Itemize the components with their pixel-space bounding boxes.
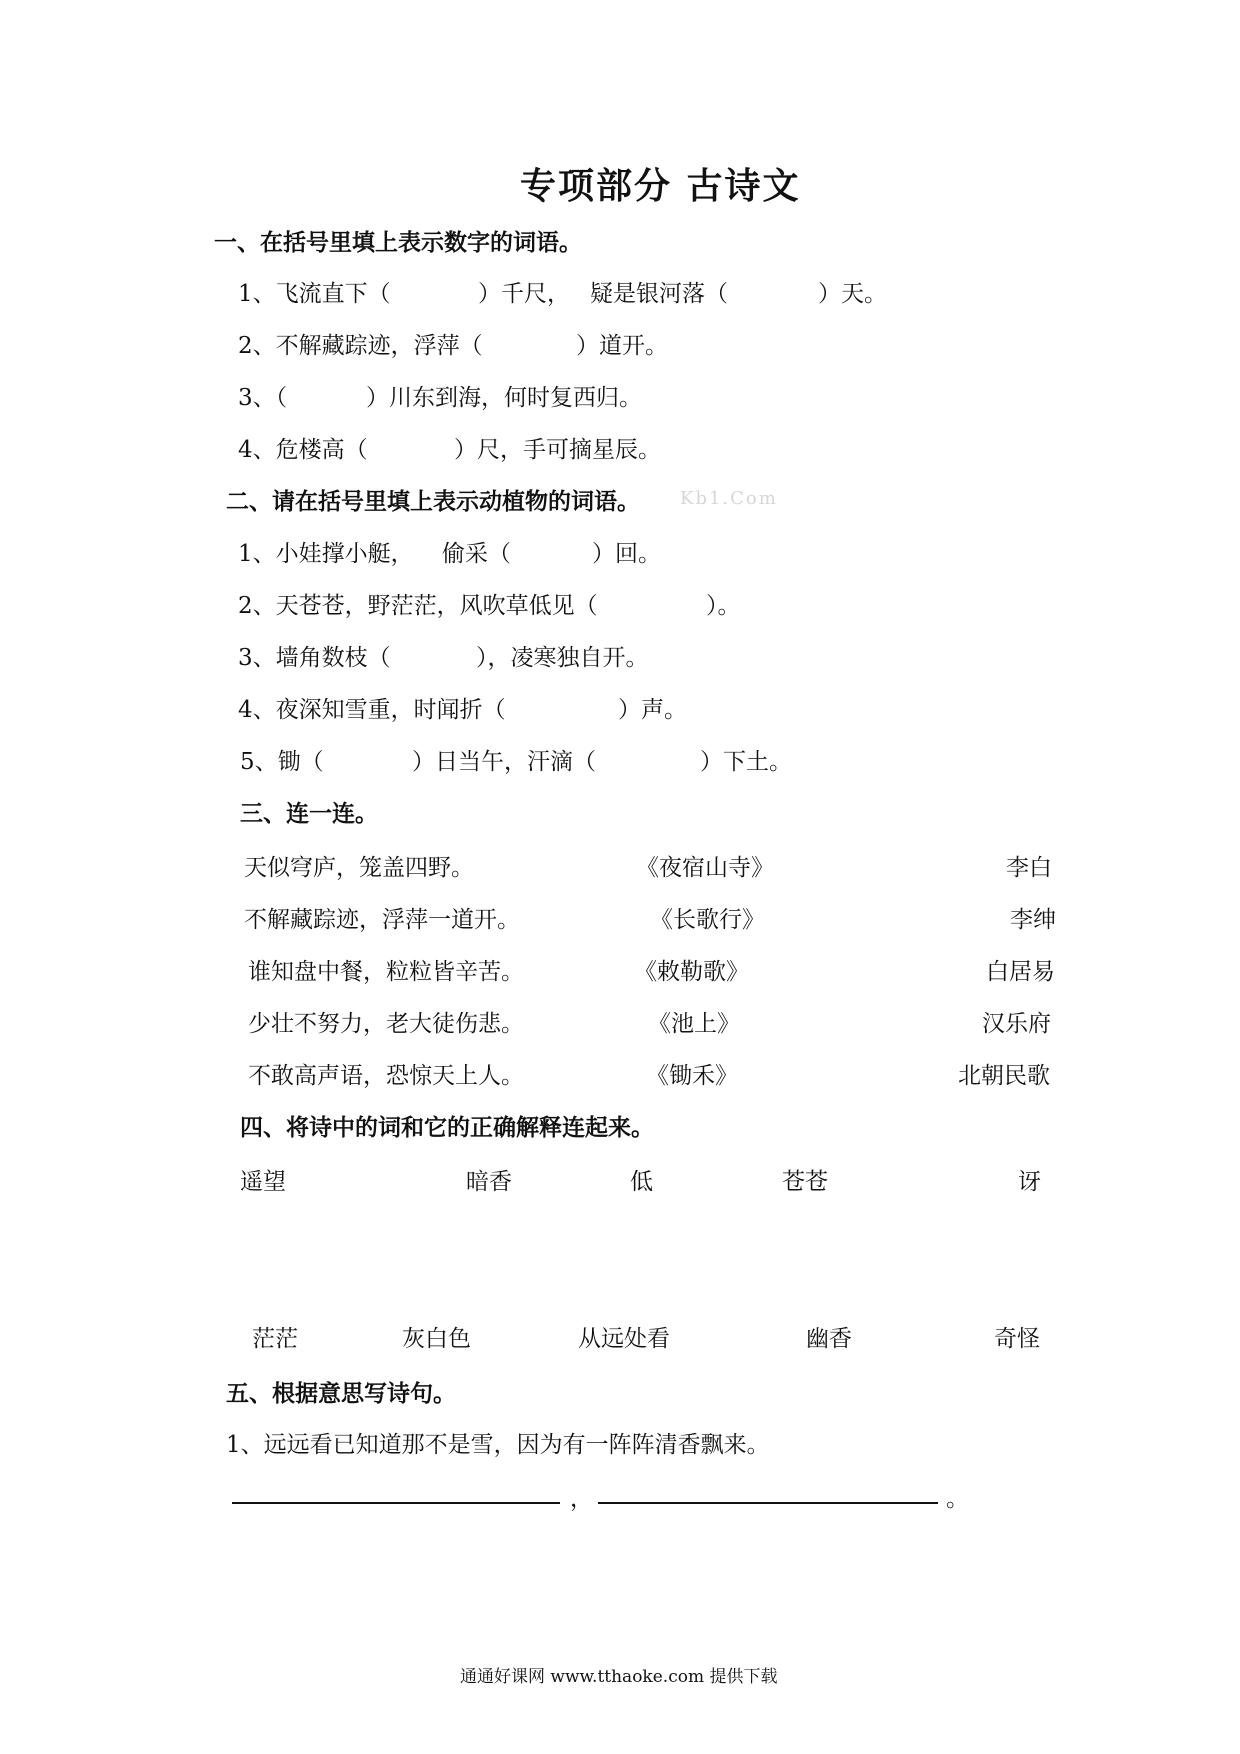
s2-item-2-part-1: 2、天苍苍，野茫茫，风吹草低见（ (238, 593, 598, 619)
s3-poem-5: 《锄禾》 (646, 1063, 738, 1089)
s4-meaning-4: 幽香 (806, 1326, 852, 1352)
s4-word-5: 讶 (1018, 1169, 1041, 1195)
s1-item-3-part-2: ）川东到海，何时复西归。 (366, 385, 642, 411)
s4-meaning-5: 奇怪 (994, 1326, 1040, 1352)
s2-item-3-part-1: 3、墙角数枝（ (238, 645, 391, 671)
s2-item-1-part-3: ）回。 (592, 541, 661, 567)
s1-item-2-part-2: ）道开。 (576, 333, 668, 359)
section-1-heading: 一、在括号里填上表示数字的词语。 (214, 229, 582, 256)
s4-word-1: 遥望 (240, 1169, 286, 1195)
section-4-heading: 四、将诗中的词和它的正确解释连起来。 (240, 1114, 654, 1141)
s1-item-1-part-3: 疑是银河落（ (590, 281, 728, 307)
s3-line-5: 不敢高声语，恐惊天上人。 (248, 1063, 524, 1089)
s5-item-1: 1、远远看已知道那不是雪，因为有一阵阵清香飘来。 (226, 1432, 770, 1458)
answer-blank-1[interactable] (232, 1502, 560, 1504)
section-2-heading: 二、请在括号里填上表示动植物的词语。 (226, 488, 640, 515)
s3-line-4: 少壮不努力，老大徒伤悲。 (248, 1011, 524, 1037)
s1-item-1-part-4: ）天。 (818, 281, 887, 307)
s2-item-4-part-1: 4、夜深知雪重，时闻折（ (238, 697, 506, 723)
s2-item-1-part-1: 1、小娃撑小艇， (238, 541, 414, 567)
s3-author-5: 北朝民歌 (958, 1063, 1050, 1089)
s1-item-1-part-1: 1、飞流直下（ (238, 281, 391, 307)
s3-poem-3: 《敕勒歌》 (634, 959, 749, 985)
section-3-heading: 三、连一连。 (240, 800, 378, 827)
s2-item-4-part-2: ）声。 (618, 697, 687, 723)
s4-word-4: 苍苍 (782, 1169, 828, 1195)
s1-item-2-part-1: 2、不解藏踪迹，浮萍（ (238, 333, 483, 359)
s2-item-1-part-2: 偷采（ (442, 541, 511, 567)
s4-word-2: 暗香 (466, 1169, 512, 1195)
footer-credit: 通通好课网 www.tthaoke.com 提供下载 (460, 1667, 778, 1687)
s2-item-5-part-2: ）日当午，汗滴（ (412, 749, 596, 775)
s2-item-5-part-3: ）下土。 (700, 749, 792, 775)
s3-author-3: 白居易 (986, 959, 1055, 985)
s2-item-5-part-1: 5、锄（ (240, 749, 324, 775)
s3-line-3: 谁知盘中餐，粒粒皆辛苦。 (248, 959, 524, 985)
s4-meaning-2: 灰白色 (402, 1326, 471, 1352)
s3-line-1: 天似穹庐，笼盖四野。 (244, 855, 474, 881)
s4-word-3: 低 (630, 1169, 653, 1195)
s1-item-4-part-2: ）尺，手可摘星辰。 (454, 437, 661, 463)
s3-author-2: 李绅 (1010, 907, 1056, 933)
s4-meaning-3: 从远处看 (578, 1326, 670, 1352)
s3-author-4: 汉乐府 (982, 1011, 1051, 1037)
page-title: 专项部分 古诗文 (520, 165, 801, 207)
s5-comma: ， (570, 1486, 593, 1512)
s4-meaning-1: 茫茫 (252, 1326, 298, 1352)
s1-item-4-part-1: 4、危楼高（ (238, 437, 368, 463)
s1-item-1-part-2: ）千尺， (478, 281, 570, 307)
s3-line-2: 不解藏踪迹，浮萍一道开。 (244, 907, 520, 933)
s3-poem-4: 《池上》 (648, 1011, 740, 1037)
s1-item-3-part-1: 3、（ (238, 385, 288, 411)
s3-poem-1: 《夜宿山寺》 (636, 855, 774, 881)
section-5-heading: 五、根据意思写诗句。 (226, 1380, 456, 1407)
s2-item-3-part-2: ），凌寒独自开。 (476, 645, 649, 671)
watermark-text: Kb1.Com (680, 488, 778, 509)
s3-poem-2: 《长歌行》 (650, 907, 765, 933)
s3-author-1: 李白 (1006, 855, 1052, 881)
answer-blank-2[interactable] (598, 1502, 938, 1504)
s2-item-2-part-2: ）。 (706, 593, 741, 619)
s5-period: 。 (946, 1486, 969, 1512)
